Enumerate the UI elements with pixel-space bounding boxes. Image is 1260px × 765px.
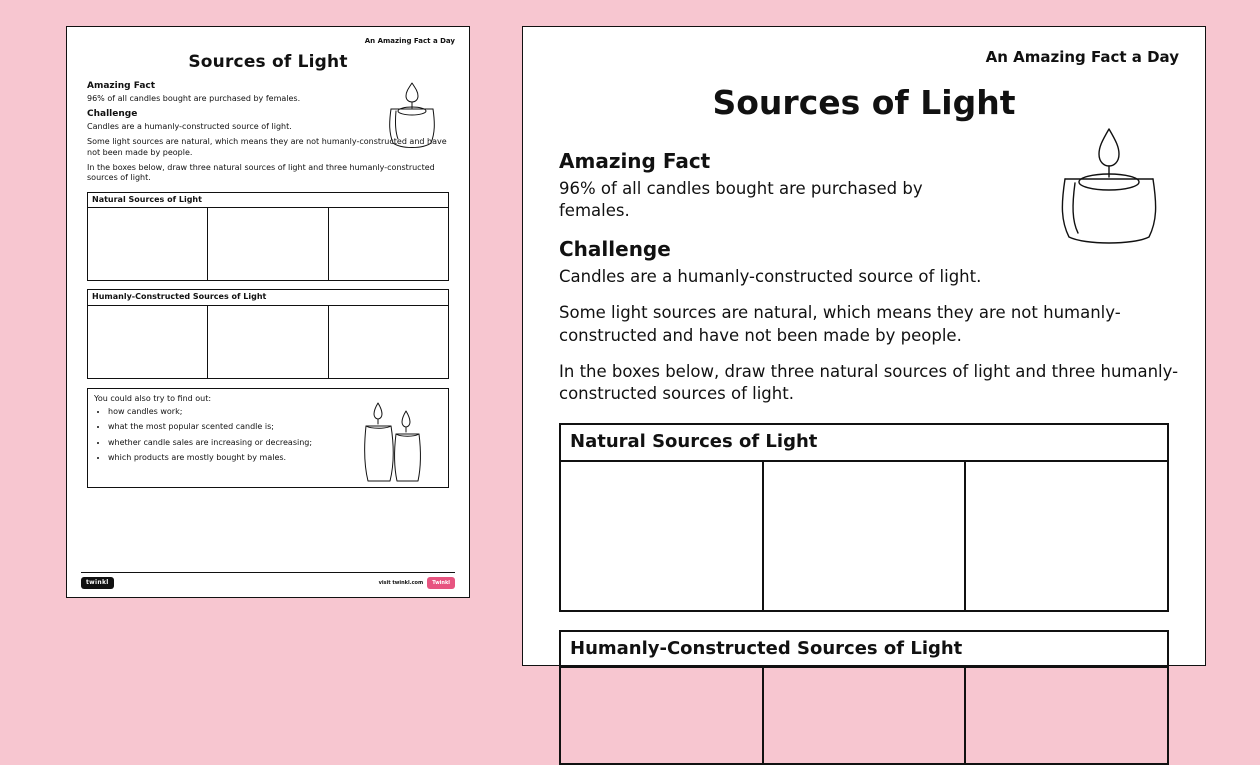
natural-sources-header: Natural Sources of Light bbox=[88, 193, 448, 208]
challenge-heading: Challenge bbox=[87, 109, 138, 120]
constructed-sources-table bbox=[559, 630, 1169, 765]
drawing-cell[interactable] bbox=[208, 208, 328, 280]
fact-text: 96% of all candles bought are purchased by females. bbox=[87, 93, 301, 103]
table-row bbox=[88, 208, 448, 280]
list-item: • what the most popular scented candle is; bbox=[108, 422, 442, 432]
paragraph-natural: Some light sources are natural, which means they are not humanly-constructed and have not been made by people. bbox=[87, 137, 447, 157]
table-row bbox=[88, 306, 448, 378]
extension-box bbox=[87, 388, 449, 488]
series-label: An Amazing Fact a Day bbox=[364, 37, 455, 45]
worksheet-thumbnail[interactable] bbox=[66, 26, 470, 598]
series-label: An Amazing Fact a Day bbox=[985, 48, 1179, 66]
natural-sources-table bbox=[559, 423, 1169, 611]
drawing-cell[interactable] bbox=[561, 462, 764, 610]
natural-sources-header: Natural Sources of Light bbox=[561, 425, 1167, 461]
drawing-cell[interactable] bbox=[764, 668, 967, 763]
table-row bbox=[561, 668, 1167, 763]
fact-heading: Amazing Fact bbox=[87, 81, 156, 92]
twinkl-badge: Twinkl bbox=[427, 577, 455, 590]
constructed-sources-header: Humanly-Constructed Sources of Light bbox=[88, 290, 448, 305]
worksheet-footer bbox=[81, 572, 455, 590]
table-row bbox=[561, 462, 1167, 610]
fact-heading: Amazing Fact bbox=[559, 148, 711, 173]
page-title: Sources of Light bbox=[188, 52, 348, 72]
drawing-cell[interactable] bbox=[966, 668, 1167, 763]
drawing-cell[interactable] bbox=[764, 462, 967, 610]
worksheet-preview[interactable] bbox=[522, 26, 1206, 666]
drawing-cell[interactable] bbox=[88, 208, 208, 280]
paragraph-instructions: In the boxes below, draw three natural sources of light and three humanly-constructed sources of light. bbox=[559, 361, 1179, 404]
drawing-cell[interactable] bbox=[966, 462, 1167, 610]
twinkl-logo: twinkl bbox=[81, 577, 114, 589]
drawing-cell[interactable] bbox=[329, 208, 448, 280]
constructed-sources-table bbox=[87, 289, 449, 378]
list-item: • whether candle sales are increasing or decreasing; bbox=[108, 438, 442, 448]
footer-url[interactable]: visit twinkl.com bbox=[378, 579, 424, 586]
drawing-cell[interactable] bbox=[329, 306, 448, 378]
drawing-cell[interactable] bbox=[561, 668, 764, 763]
challenge-text: Candles are a humanly-constructed source of light. bbox=[87, 121, 292, 131]
two-candles-illustration-icon bbox=[344, 393, 440, 485]
fact-text: 96% of all candles bought are purchased by females. bbox=[559, 178, 923, 220]
candle-illustration-icon bbox=[377, 75, 447, 153]
extension-title: You could also try to find out: bbox=[94, 393, 212, 403]
paragraph-natural: Some light sources are natural, which means they are not humanly-constructed and have not been made by people. bbox=[559, 303, 1121, 345]
challenge-heading: Challenge bbox=[559, 237, 671, 262]
candle-illustration-icon bbox=[1039, 117, 1179, 247]
drawing-cell[interactable] bbox=[208, 306, 328, 378]
challenge-text: Candles are a humanly-constructed source of light. bbox=[559, 267, 982, 287]
natural-sources-table bbox=[87, 192, 449, 281]
list-item: • how candles work; bbox=[108, 407, 442, 417]
page-title: Sources of Light bbox=[712, 83, 1016, 122]
constructed-sources-header: Humanly-Constructed Sources of Light bbox=[561, 632, 1167, 668]
paragraph-instructions: In the boxes below, draw three natural sources of light and three humanly-constructed sources of light. bbox=[87, 163, 435, 183]
drawing-cell[interactable] bbox=[88, 306, 208, 378]
list-item: • which products are mostly bought by males. bbox=[108, 453, 442, 463]
footer-right-group bbox=[379, 577, 455, 590]
